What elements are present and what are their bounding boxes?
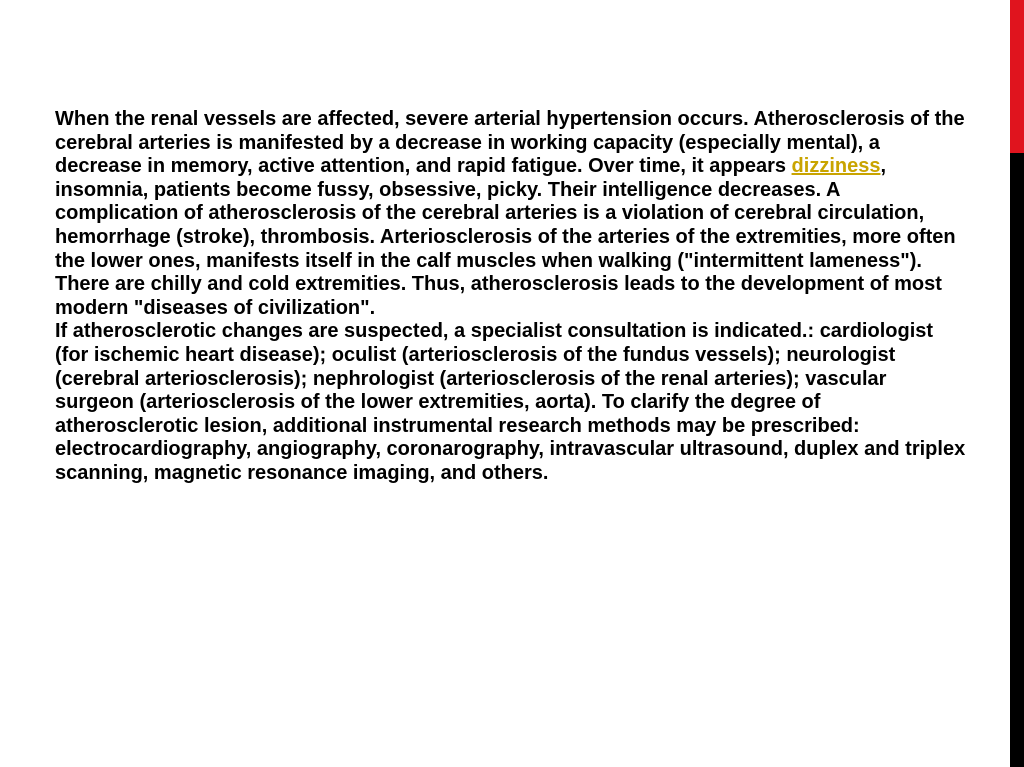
paragraph-consultation: If atherosclerotic changes are suspected, a specialist consultation is indicated.: cardiologist (for ischemic heart disease); oculist (arteriosclerosis of the fundus vessels); neurologist (cerebral arteriosclerosis); nephrologist (arteriosclerosis of the renal arteries); vascular surgeon (arteriosclerosis of the lower extremities, aorta). To clarify the degree of atherosclerotic lesion, additional instrumental research methods may be prescribed: electrocardiography, angiography, coronarography, intravascular ultrasound, duplex and triplex scanning, magnetic resonance imaging, and others. <box>55 320 966 484</box>
dizziness-link[interactable]: dizziness <box>791 155 881 178</box>
paragraph-symptoms <box>55 108 967 320</box>
paragraph-symptoms-text-end: , insomnia, patients become fussy, obsessive, picky. Their intelligence decreases. A complication of atherosclerosis of the cerebral arteries is a violation of cerebral circulation, hemorrhage (stroke), thrombosis. Arteriosclerosis of the arteries of the extremities, more often the lower ones, manifests itself in the calf muscles when walking ("intermittent lameness"). There are chilly and cold extremities. Thus, atherosclerosis leads to the development of most modern "diseases of civilization". <box>55 155 956 319</box>
accent-red-bar <box>1010 0 1024 153</box>
slide-body-text <box>55 108 967 486</box>
paragraph-symptoms-text-start: When the renal vessels are affected, severe arterial hypertension occurs. Atherosclerosis of the cerebral arteries is manifested by a decrease in working capacity (especially mental), a decrease in memory, active attention, and rapid fatigue. Over time, it appears <box>55 108 965 178</box>
slide-accent-band <box>1004 0 1024 767</box>
accent-black-bar <box>1010 153 1024 767</box>
